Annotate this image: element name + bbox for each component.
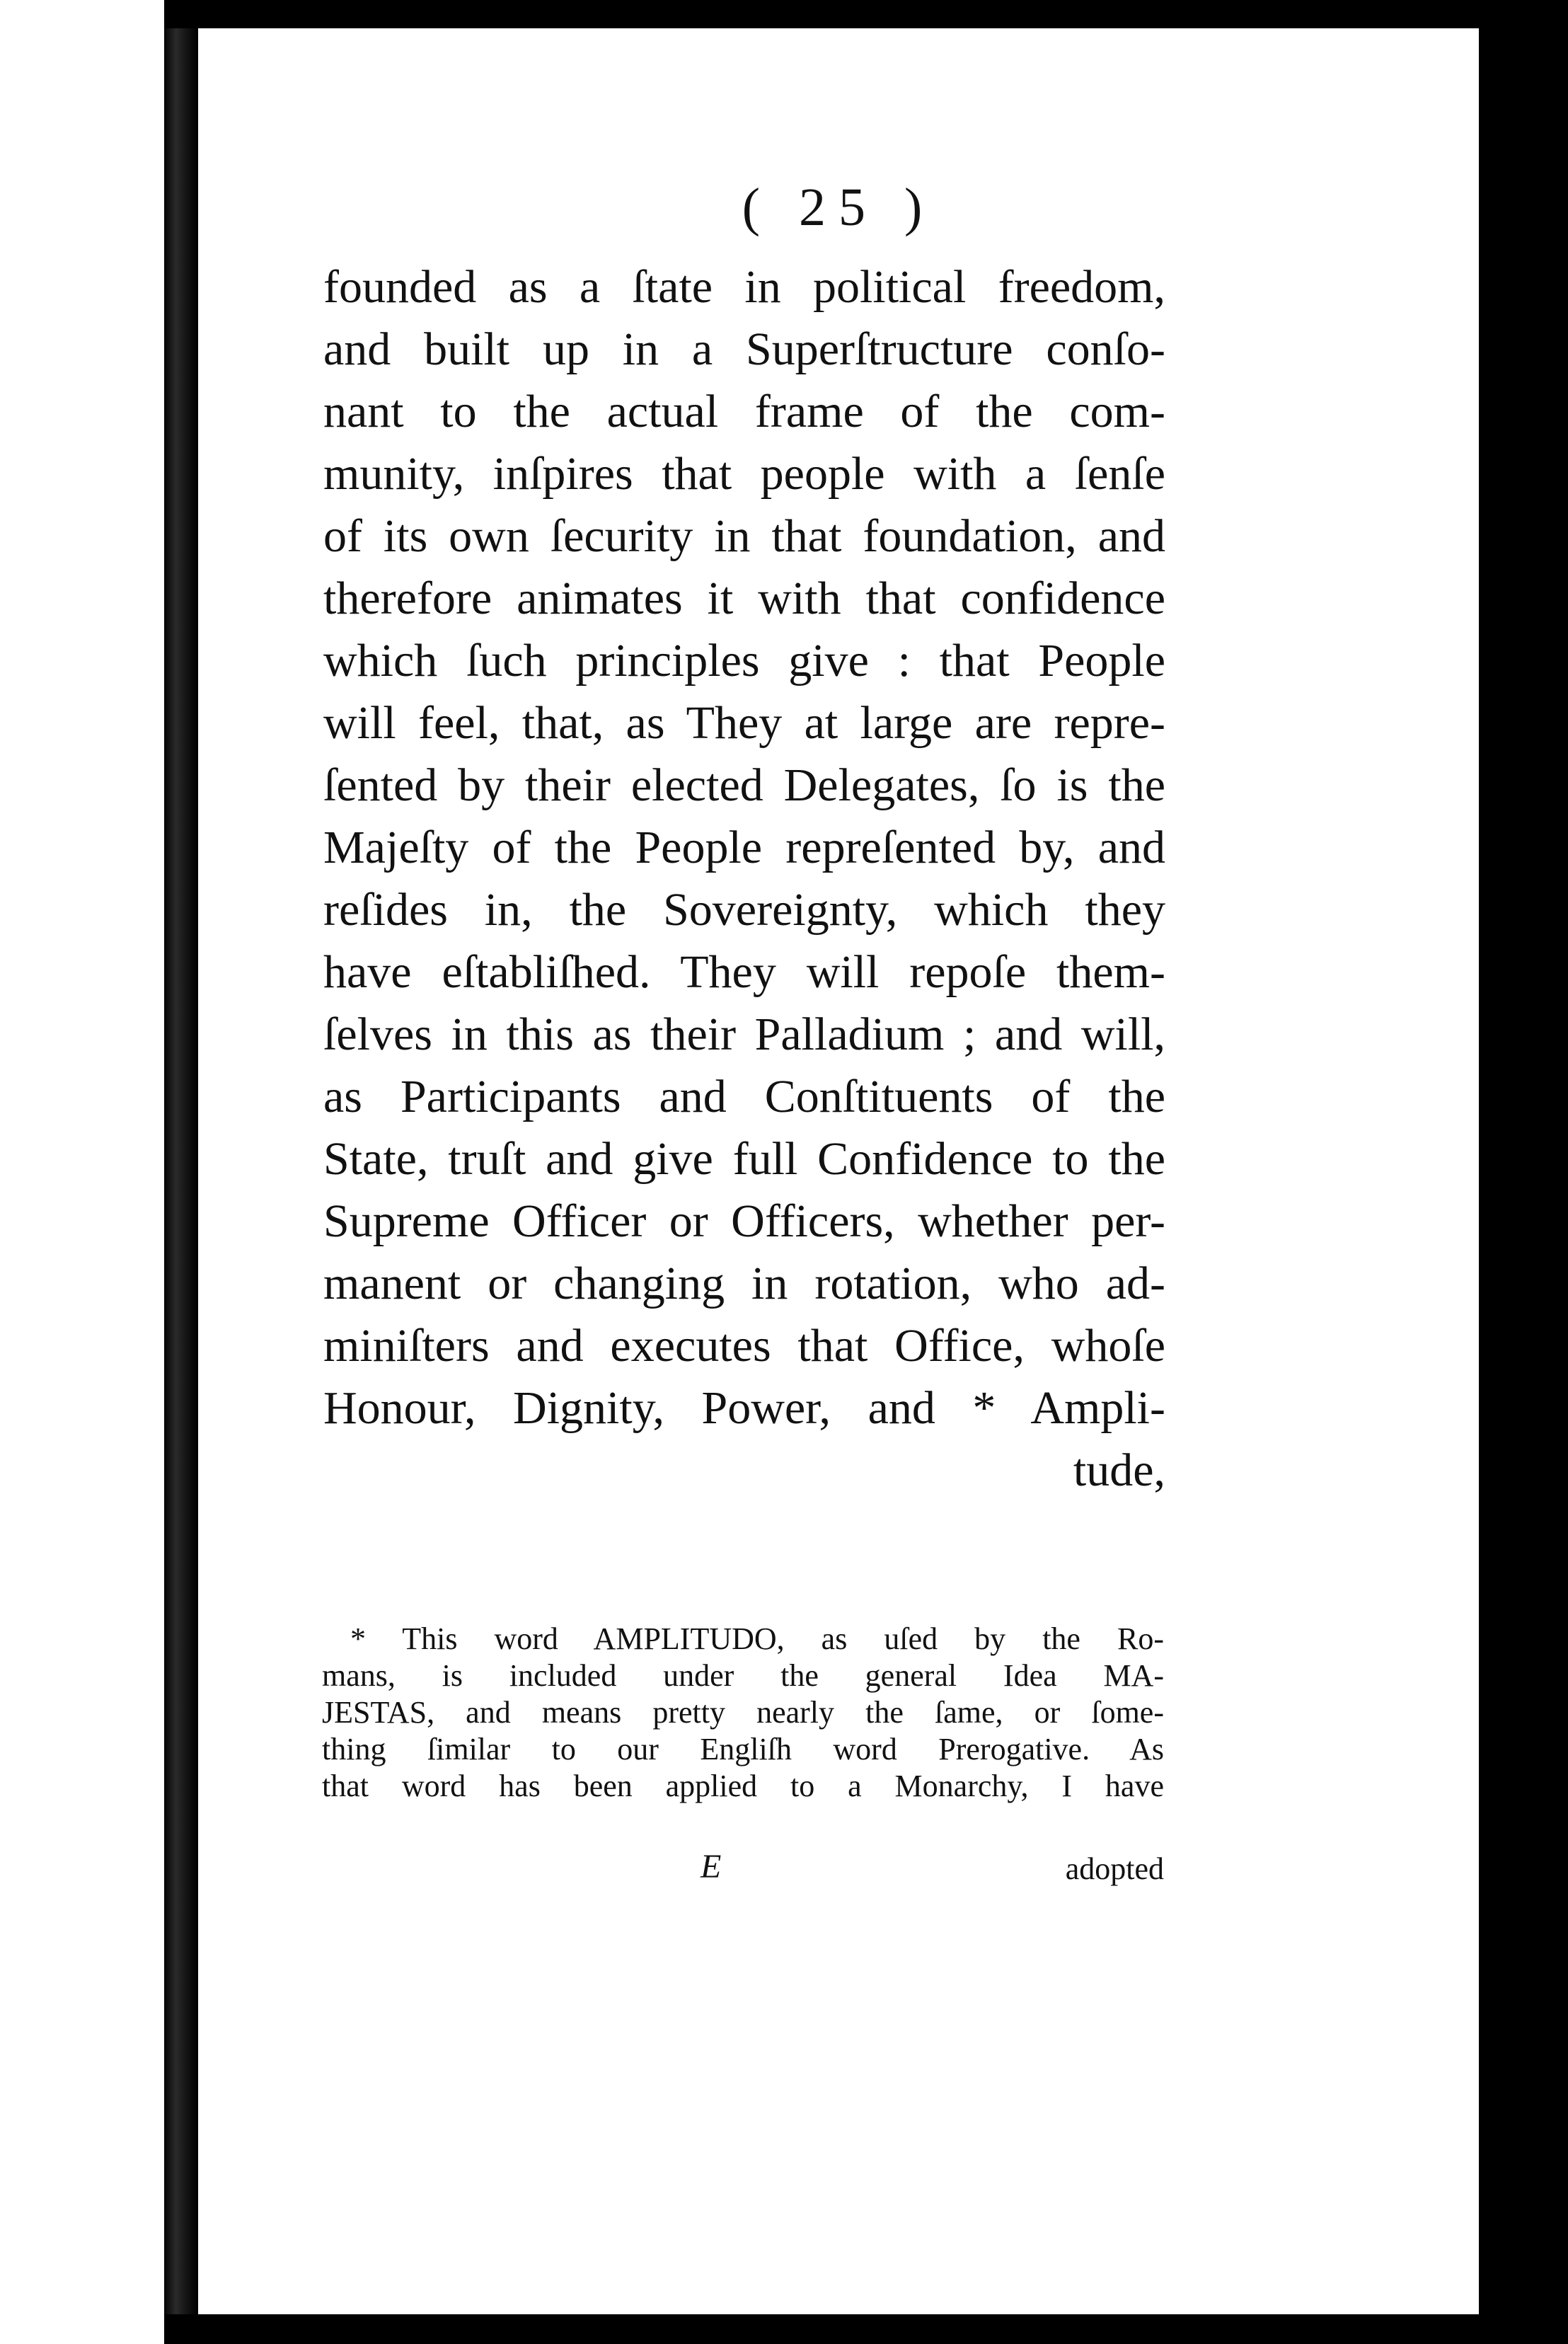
- text-line: State, truſt and give full Confidence to the: [323, 1133, 1165, 1185]
- text-line: have eſtabliſhed. They will repoſe them-: [323, 946, 1165, 998]
- scan-border: [1479, 0, 1568, 2344]
- text-line: Majeſty of the People repreſented by, and: [323, 822, 1165, 873]
- footnote: [322, 1621, 1164, 1805]
- text-line: manent or changing in rotation, who ad-: [323, 1258, 1165, 1309]
- text-line: munity, inſpires that people with a ſenſe: [323, 448, 1165, 500]
- text-line: Supreme Officer or Officers, whether per-: [323, 1195, 1165, 1247]
- text-line: reſides in, the Sovereignty, which they: [323, 884, 1165, 936]
- footnote-catchword: adopted: [1065, 1851, 1164, 1886]
- text-line: and built up in a Superſtructure conſo-: [323, 323, 1165, 375]
- text-line: therefore animates it with that confidence: [323, 573, 1165, 624]
- text-line: miniſters and executes that Office, whoſe: [323, 1320, 1165, 1372]
- facing-page-edge: [0, 0, 164, 2344]
- text-line: founded as a ſtate in political freedom,: [323, 261, 1165, 313]
- text-line: as Participants and Conſtituents of the: [323, 1071, 1165, 1122]
- footnote-line: JESTAS, and means pretty nearly the ſame, or ſome-: [322, 1695, 1164, 1730]
- text-line: Honour, Dignity, Power, and * Ampli-: [323, 1382, 1165, 1434]
- footnote-line: thing ſimilar to our Engliſh word Prerogative. As: [322, 1732, 1164, 1766]
- signature-mark: E: [701, 1848, 722, 1885]
- page-header: [198, 177, 1479, 239]
- catchword: tude,: [1073, 1444, 1165, 1496]
- text-line: ſelves in this as their Palladium ; and will,: [323, 1009, 1165, 1060]
- text-line: of its own ſecurity in that foundation, and: [323, 510, 1165, 562]
- text-line: nant to the actual frame of the com-: [323, 386, 1165, 437]
- body-text: [323, 256, 1165, 1502]
- footnote-line: * This word AMPLITUDO, as uſed by the Ro-: [350, 1621, 1164, 1656]
- text-line: which ſuch principles give : that People: [323, 635, 1165, 686]
- footnote-line: mans, is included under the general Idea MA-: [322, 1658, 1164, 1693]
- text-line: ſented by their elected Delegates, ſo is the: [323, 759, 1165, 811]
- binding-gutter: [164, 28, 198, 2314]
- page-number: ( 25 ): [742, 178, 935, 237]
- book-page: [198, 28, 1479, 2314]
- footnote-line: that word has been applied to a Monarchy, I have: [322, 1769, 1164, 1803]
- text-line: will feel, that, as They at large are repre-: [323, 697, 1165, 749]
